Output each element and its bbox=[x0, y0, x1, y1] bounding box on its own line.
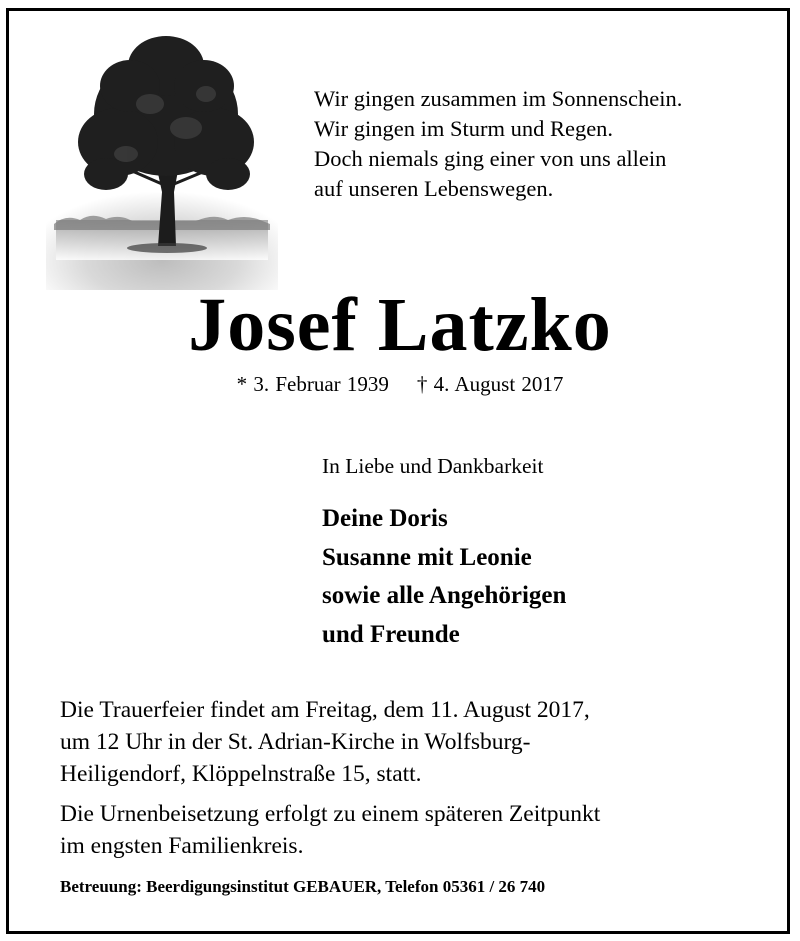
poem-line: Wir gingen zusammen im Sonnenschein. bbox=[314, 86, 683, 111]
mourner-line: Susanne mit Leonie bbox=[322, 543, 532, 571]
death-date: † 4. August 2017 bbox=[416, 372, 564, 396]
life-dates bbox=[0, 370, 800, 398]
poem-line: auf unseren Lebenswegen. bbox=[314, 176, 554, 201]
tree-icon bbox=[46, 24, 278, 290]
mourner-line: sowie alle Angehörigen bbox=[322, 582, 567, 609]
funeral-service-info bbox=[60, 694, 590, 790]
poem-line: Wir gingen im Sturm und Regen. bbox=[314, 116, 614, 141]
deceased-name: Josef Latzko bbox=[188, 283, 612, 367]
mourner-line: und Freunde bbox=[322, 620, 460, 648]
dedication-text: In Liebe und Dankbarkeit bbox=[322, 454, 544, 478]
mourners-list bbox=[322, 500, 566, 654]
service-line: Heiligendorf, Klöppelnstraße 15, statt. bbox=[60, 761, 422, 787]
service-line: um 12 Uhr in der St. Adrian-Kirche in Wolfsburg- bbox=[60, 729, 531, 755]
poem-line: Doch niemals ging einer von uns allein bbox=[314, 146, 667, 171]
burial-line: im engsten Familienkreis. bbox=[60, 833, 304, 859]
mourner-line: Deine Doris bbox=[322, 505, 448, 532]
service-line: Die Trauerfeier findet am Freitag, dem 11. August 2017, bbox=[60, 697, 590, 723]
funeral-home-footer: Betreuung: Beerdigungsinstitut GEBAUER, Telefon 05361 / 26 740 bbox=[60, 877, 546, 896]
burial-line: Die Urnenbeisetzung erfolgt zu einem späteren Zeitpunkt bbox=[60, 801, 601, 827]
birth-date: * 3. Februar 1939 bbox=[236, 372, 389, 396]
burial-info bbox=[60, 798, 600, 862]
memorial-poem bbox=[314, 84, 682, 204]
